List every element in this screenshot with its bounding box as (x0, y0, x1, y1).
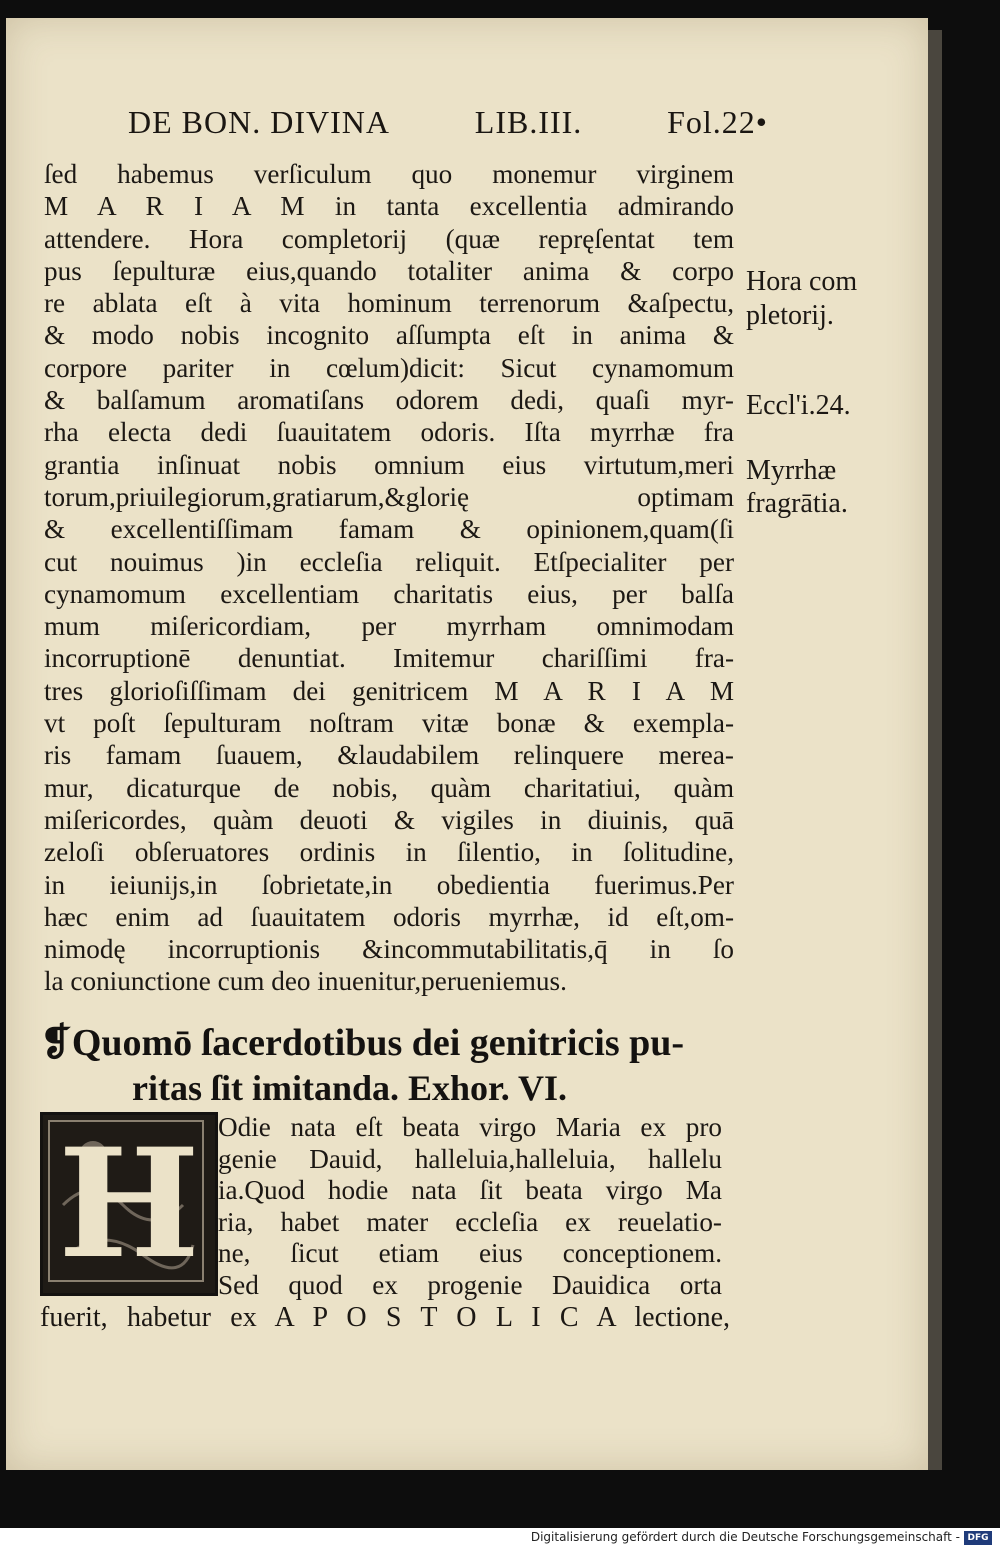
text-line: cynamomum excellentiam charitatis eius, per balſa (44, 578, 734, 609)
text-line: nimodę incorruptionis &incommutabilitatis,q̄ in ſo (44, 934, 734, 965)
text-line: re ablata eſt à vita hominum terrenorum &aſpectu, (44, 288, 734, 319)
chapter-heading-line-1: ❡Quomō ſacerdotibus dei genitricis pu- (40, 1022, 685, 1064)
margin-note-myrrhae-2: fragrātia. (746, 488, 848, 519)
running-head (128, 104, 768, 141)
text-line: mum miſericordiam, per myrrham omnimodam (44, 611, 734, 642)
text-line: grantia inſinuat nobis omnium eius virtutum,meri (44, 449, 734, 480)
funding-credit: Digitalisierung gefördert durch die Deutsche Forschungsgemeinschaft - (530, 1530, 960, 1544)
text-line: pus ſepulturæ eius,quando totaliter anima & corpo (44, 255, 734, 286)
text-line: Sed quod ex progenie Dauidica orta (218, 1269, 722, 1300)
page-edge-shadow (928, 30, 942, 1470)
text-line: genie Dauid, halleluia,halleluia, hallelu (218, 1143, 722, 1174)
text-line: & excellentiſſimam famam & opinionem,quam(ſi (44, 514, 734, 545)
final-text-line: fuerit, habetur ex A P O S T O L I C A lectione, (40, 1302, 730, 1333)
initial-letter: H (58, 1116, 200, 1292)
text-line: Odie nata eſt beata virgo Maria ex pro (218, 1112, 722, 1142)
text-line: ne, ſicut etiam eius conceptionem. (218, 1238, 722, 1268)
text-line: la coniunctione cum deo inuenitur,perueniemus. (44, 966, 567, 997)
decorated-initial (40, 1112, 218, 1296)
margin-note-hora-1: Hora com (746, 266, 858, 297)
text-line: & modo nobis incognito aſſumpta eſt in anima & (44, 320, 734, 351)
main-text-block (44, 158, 734, 998)
text-line: in ieiunijs,in ſobrietate,in obedientia fuerimus.Per (44, 869, 734, 900)
text-line: M A R I A M in tanta excellentia admirando (44, 191, 734, 222)
chapter-heading (40, 1020, 740, 1110)
margin-note-hora-2: pletorij. (746, 300, 834, 331)
dfg-logo-icon: DFG (964, 1531, 992, 1545)
running-head-title: DE BON. DIVINA (128, 104, 390, 140)
text-line: vt poſt ſepulturam noſtram vitæ bonæ & exempla- (44, 708, 734, 739)
text-line: miſericordes, quàm deuoti & vigiles in diuinis, quā (44, 804, 734, 835)
text-line: incorruptionē denuntiat. Imitemur chariſſimi fra- (44, 643, 734, 674)
running-head-book: LIB.III. (474, 104, 583, 140)
text-line: ris famam ſuauem, &laudabilem relinquere merea- (44, 740, 734, 771)
text-line: ria, habet mater eccleſia ex reuelatio- (218, 1206, 722, 1237)
text-line: rha electa dedi ſuauitatem odoris. Iſta myrrhæ fra (44, 417, 734, 448)
folio-number: Fol.22• (667, 104, 768, 140)
text-line: cut nouimus )in eccleſia reliquit. Etſpecialiter per (44, 546, 734, 577)
text-line: tres glorioſiſſimam dei genitricem M A R I A M (44, 675, 734, 706)
text-line: corpore pariter in cœlum)dicit: Sicut cynamomum (44, 352, 734, 383)
text-line: hæc enim ad ſuauitatem odoris myrrhæ, id eſt,om- (44, 901, 734, 932)
text-line: & balſamum aromatiſans odorem dedi, quaſi myr- (44, 385, 734, 416)
chapter-heading-line-2: ritas ſit imitanda. Exhor. VI. (132, 1068, 568, 1108)
text-line: mur, dicaturque de nobis, quàm charitatiui, quàm (44, 772, 734, 803)
margin-note-myrrhae-1: Myrrhæ (746, 455, 837, 486)
text-line: torum,priuilegiorum,gratiarum,&glorię optimam (44, 481, 734, 512)
margin-note-eccl: Eccl'i.24. (746, 390, 851, 421)
text-line: zeloſi obſeruatores ordinis in ſilentio, in ſolitudine, (44, 837, 734, 868)
text-line: ſed habemus verſiculum quo monemur virginem (44, 159, 734, 189)
text-line: attendere. Hora completorij (quæ repręſentat tem (44, 223, 734, 254)
text-line: ia.Quod hodie nata ſit beata virgo Ma (218, 1175, 722, 1205)
initial-paragraph (218, 1112, 722, 1301)
